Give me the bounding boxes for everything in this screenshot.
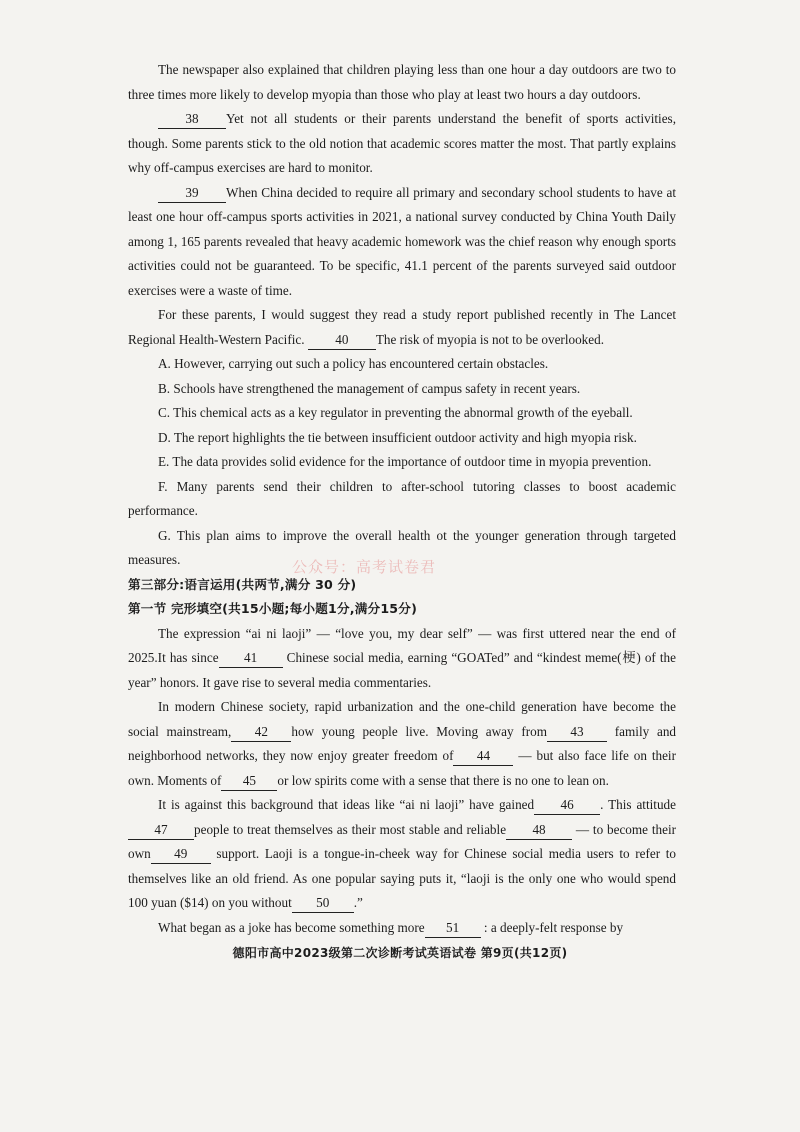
blank-41: 41 bbox=[219, 649, 283, 668]
text: or low spirits come with a sense that there is no one to lean on. bbox=[277, 772, 609, 788]
text: people to treat themselves as their most stable and reliable bbox=[194, 821, 507, 837]
paragraph bbox=[128, 303, 676, 352]
text: : a deeply-felt response by bbox=[483, 919, 624, 935]
option-g: G. This plan aims to improve the overall health ot the younger generation through targeted measures. bbox=[128, 527, 676, 567]
page-footer: 德阳市高中2023级第二次诊断考试英语试卷 第9页(共12页) bbox=[232, 946, 568, 960]
text: In modern Chinese society, rapid urbanization and the one-child generation have become the social mainstream, bbox=[128, 699, 676, 739]
paragraph bbox=[128, 181, 676, 304]
text: When China decided to require all primary and secondary school students to have at least one hour off-campus sports activities in 2021, a national survey conducted by China Youth Daily among 1, 165 parents revealed that heavy academic homework was the chief reason why enough sports activities could not be guaranteed. To be specific, 41.1 percent of the parents surveyed said outdoor exercises were a waste of time. bbox=[128, 184, 676, 298]
paragraph bbox=[128, 695, 676, 793]
section-one-title: 第一节 完形填空(共15小题;每小题1分,满分15分) bbox=[128, 601, 418, 616]
blank-38: 38 bbox=[158, 110, 226, 129]
blank-43: 43 bbox=[547, 723, 607, 742]
option-c: C. This chemical acts as a key regulator in preventing the abnormal growth of the eyeball. bbox=[158, 405, 633, 420]
text: The newspaper also explained that children playing less than one hour a day outdoors are two to three times more likely to develop myopia than those who play at least two hours a day outdoors. bbox=[128, 62, 676, 102]
text: The expression “ai ni laoji” — “love you, my dear self” — was first uttered near the end of 2025.It has since bbox=[128, 625, 676, 665]
blank-48: 48 bbox=[506, 821, 572, 840]
text: — to become their own bbox=[128, 821, 676, 861]
blank-46: 46 bbox=[534, 796, 600, 815]
page-content bbox=[128, 58, 676, 940]
text: What began as a joke has become something more bbox=[158, 919, 425, 935]
text: support. Laoji is a tongue-in-cheek way for Chinese social media users to refer to themselves like an old friend. As one popular saying puts it, “laoji is the only one who would spend 100 yuan ($14) on you without bbox=[128, 846, 676, 910]
blank-49: 49 bbox=[151, 845, 211, 864]
watermark: 公众号：高考试卷君 bbox=[292, 558, 437, 576]
text: family and neighborhood networks, they now enjoy greater freedom of bbox=[128, 723, 677, 763]
text: — but also face life on their own. Moments of bbox=[128, 748, 676, 788]
text: The risk of myopia is not to be overlooked. bbox=[375, 331, 605, 347]
blank-42: 42 bbox=[231, 723, 291, 742]
blank-45: 45 bbox=[221, 772, 277, 791]
paragraph bbox=[128, 793, 676, 916]
text: how young people live. Moving away from bbox=[291, 723, 548, 739]
text: . This attitude bbox=[600, 797, 676, 812]
text: .” bbox=[353, 895, 363, 910]
blank-44: 44 bbox=[453, 747, 513, 766]
text: For these parents, I would suggest they read a study report published recently in The Lancet Regional Health-Western Pacific. bbox=[128, 307, 676, 347]
option-a: A. However, carrying out such a policy has encountered certain obstacles. bbox=[158, 356, 549, 371]
text: Yet not all students or their parents understand the benefit of sports activities, though. Some parents stick to the old notion that academic scores matter the most. That partly explains why off-campus exercises are hard to monitor. bbox=[128, 111, 676, 175]
option-b: B. Schools have strengthened the management of campus safety in recent years. bbox=[158, 380, 581, 396]
option-f: F. Many parents send their children to after-school tutoring classes to boost academic performance. bbox=[128, 478, 676, 518]
blank-51: 51 bbox=[425, 919, 481, 938]
option-d: D. The report highlights the tie between insufficient outdoor activity and high myopia risk. bbox=[158, 429, 637, 445]
text: It is against this background that ideas like “ai ni laoji” have gained bbox=[158, 797, 535, 812]
option-e: E. The data provides solid evidence for the importance of outdoor time in myopia prevention. bbox=[158, 454, 652, 469]
paragraph bbox=[128, 622, 676, 696]
blank-40: 40 bbox=[308, 331, 376, 350]
blank-47: 47 bbox=[128, 821, 194, 840]
blank-50: 50 bbox=[292, 894, 354, 913]
part-three-title: 第三部分:语言运用(共两节,满分 30 分) bbox=[128, 576, 357, 592]
blank-39: 39 bbox=[158, 184, 226, 203]
paragraph bbox=[128, 58, 676, 107]
paragraph bbox=[128, 107, 676, 181]
paragraph bbox=[128, 916, 676, 941]
text: Chinese social media, earning “GOATed” and “kindest meme(梗) of the year” honors. It gave rise to several media commentaries. bbox=[128, 650, 677, 690]
